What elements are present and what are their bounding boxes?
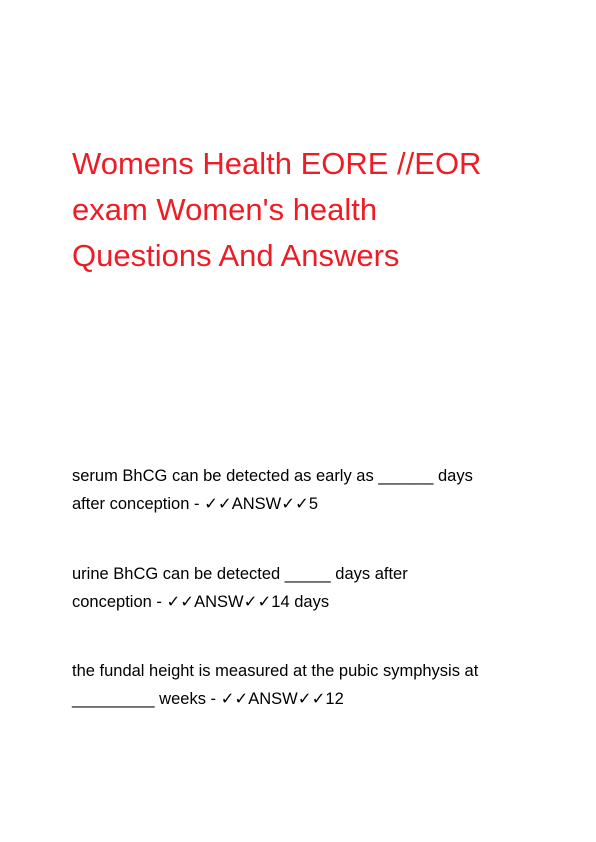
document-title xyxy=(72,141,542,279)
title-line: exam Women's health xyxy=(72,192,378,227)
qa-item-fundal-height xyxy=(72,657,552,713)
answer-line: _________ weeks - ✓✓ANSW✓✓12 xyxy=(72,690,344,708)
answer-line: conception - ✓✓ANSW✓✓14 days xyxy=(72,593,330,611)
answer-line: after conception - ✓✓ANSW✓✓5 xyxy=(72,495,319,513)
question-line: serum BhCG can be detected as early as ______ days xyxy=(72,467,473,485)
title-line: Questions And Answers xyxy=(72,238,400,273)
title-line: Womens Health EORE //EOR xyxy=(72,146,482,181)
question-line: the fundal height is measured at the pubic symphysis at xyxy=(72,662,479,680)
qa-item-urine-bhcg xyxy=(72,560,552,616)
qa-item-serum-bhcg xyxy=(72,462,552,518)
question-line: urine BhCG can be detected _____ days after xyxy=(72,565,408,583)
